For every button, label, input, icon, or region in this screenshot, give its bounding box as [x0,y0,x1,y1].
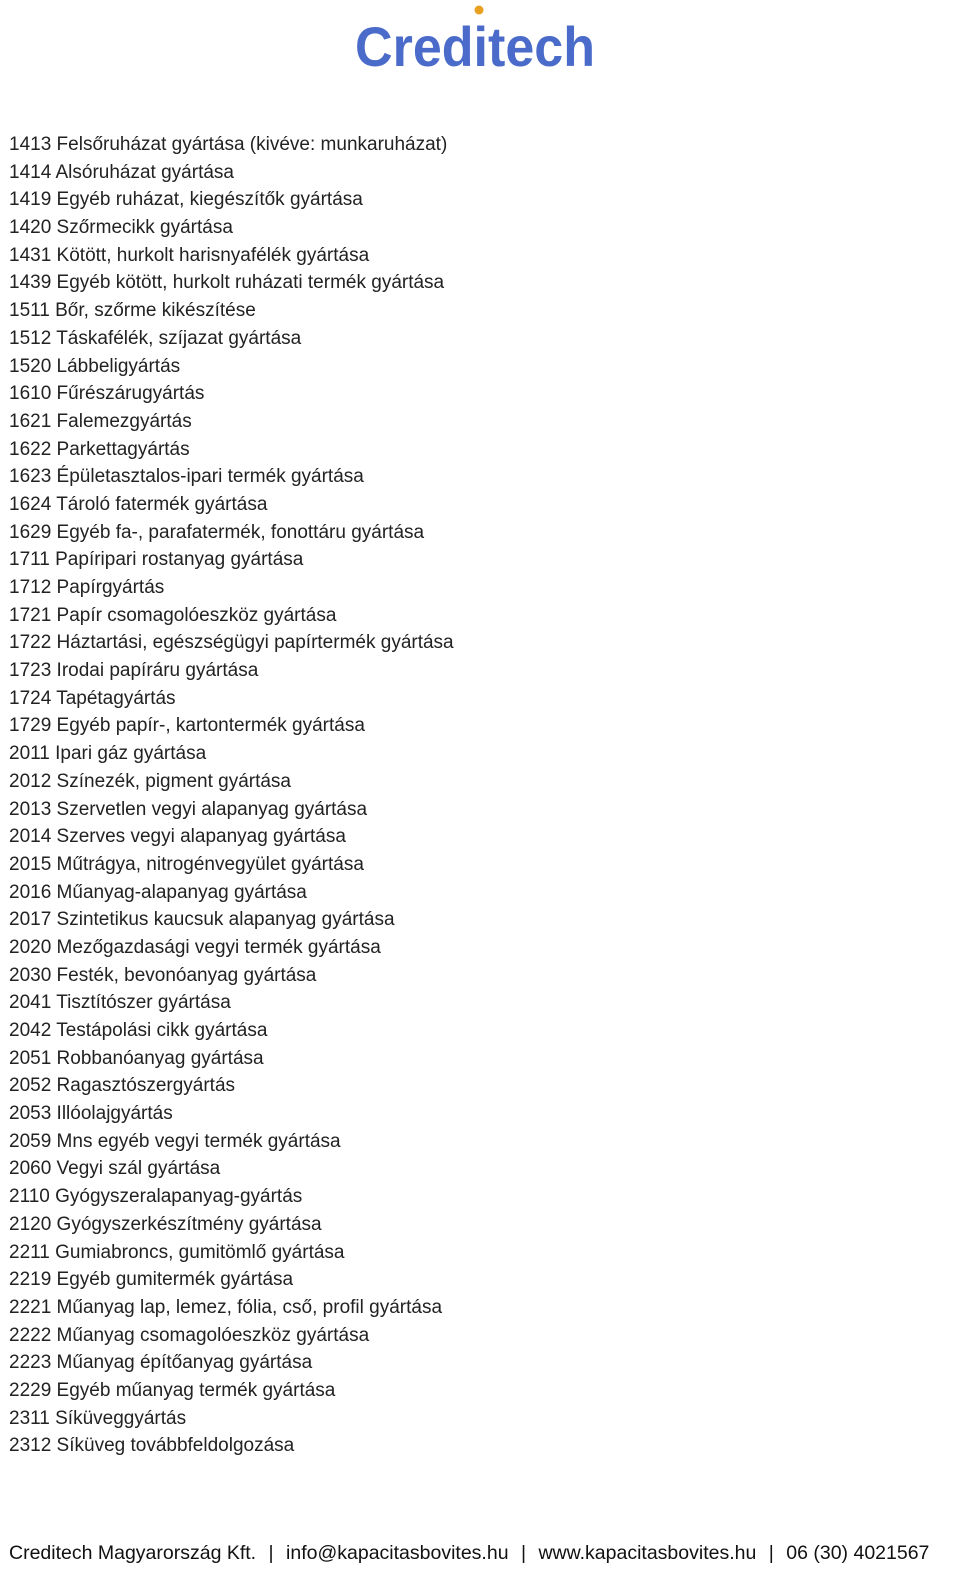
list-item: 2229 Egyéb műanyag termék gyártása [9,1379,336,1401]
list-item: 2222 Műanyag csomagolóeszköz gyártása [9,1324,370,1346]
list-item: 1711 Papíripari rostanyag gyártása [9,549,304,571]
list-item: 1623 Épületasztalos-ipari termék gyártása [9,466,364,488]
list-item: 2211 Gumiabroncs, gumitömlő gyártása [9,1241,345,1263]
list-item: 1622 Parkettagyártás [9,438,190,460]
footer-company: Creditech Magyarország Kft. [9,1542,257,1564]
list-item: 1419 Egyéb ruházat, kiegészítők gyártása [9,189,363,211]
list-item: 1414 Alsóruházat gyártása [9,161,234,183]
list-item: 2219 Egyéb gumitermék gyártása [9,1269,294,1291]
list-item: 2221 Műanyag lap, lemez, fólia, cső, profil gyártása [9,1296,443,1318]
list-item: 1723 Irodai papíráru gyártása [9,660,259,682]
list-item: 1621 Falemezgyártás [9,410,192,432]
footer-phone: 06 (30) 4021567 [786,1542,930,1564]
list-item: 1729 Egyéb papír-, kartontermék gyártása [9,715,365,737]
list-item: 2015 Műtrágya, nitrogénvegyület gyártása [9,853,364,875]
list-item: 2053 Illóolajgyártás [9,1103,173,1125]
activity-list [9,131,454,1460]
list-item: 2030 Festék, bevonóanyag gyártása [9,964,317,986]
list-item: 1413 Felsőruházat gyártása (kivéve: munkaruházat) [9,134,448,155]
footer-separator: | [268,1542,274,1564]
list-item: 2060 Vegyi szál gyártása [9,1158,221,1180]
list-item: 1420 Szőrmecikk gyártása [9,217,233,239]
footer [9,1538,929,1568]
footer-separator: | [768,1542,774,1564]
list-item: 2014 Szerves vegyi alapanyag gyártása [9,826,346,848]
list-item: 1712 Papírgyártás [9,577,165,598]
list-item: 2011 Ipari gáz gyártása [9,743,207,765]
list-item: 1520 Lábbeligyártás [9,355,181,377]
footer-email-link[interactable]: info@kapacitasbovites.hu [286,1542,509,1564]
list-item: 1511 Bőr, szőrme kikészítése [9,300,256,322]
list-item: 2020 Mezőgazdasági vegyi termék gyártása [9,936,381,958]
logo-wordmark: Creditech [355,15,595,70]
list-item: 2013 Szervetlen vegyi alapanyag gyártása [9,798,368,820]
footer-website-link[interactable]: www.kapacitasbovites.hu [538,1542,757,1564]
list-item: 2312 Síküveg továbbfeldolgozása [9,1435,295,1457]
creditech-logo [355,4,600,70]
list-item: 2311 Síküveggyártás [9,1407,187,1429]
list-item: 1610 Fűrészárugyártás [9,383,205,405]
list-item: 1722 Háztartási, egészségügyi papírtermék gyártása [9,632,454,654]
list-item: 2059 Mns egyéb vegyi termék gyártása [9,1130,341,1152]
logo-accent-dot [475,6,484,15]
list-item: 1512 Táskafélék, szíjazat gyártása [9,327,302,349]
footer-separator: | [520,1542,527,1564]
list-item: 2110 Gyógyszeralapanyag-gyártás [9,1186,303,1208]
list-item: 2016 Műanyag-alapanyag gyártása [9,881,307,903]
list-item: 2120 Gyógyszerkészítmény gyártása [9,1213,322,1235]
list-item: 1431 Kötött, hurkolt harisnyafélék gyártása [9,244,370,266]
list-item: 2051 Robbanóanyag gyártása [9,1047,264,1069]
list-item: 1439 Egyéb kötött, hurkolt ruházati termék gyártása [9,272,445,294]
list-item: 1624 Tároló fatermék gyártása [9,493,268,515]
list-item: 1721 Papír csomagolóeszköz gyártása [9,604,337,626]
list-item: 2041 Tisztítószer gyártása [9,992,231,1014]
list-item: 1629 Egyéb fa-, parafatermék, fonottáru gyártása [9,521,425,543]
list-item: 2012 Színezék, pigment gyártása [9,770,292,792]
list-item: 2017 Szintetikus kaucsuk alapanyag gyártása [9,909,395,931]
list-item: 1724 Tapétagyártás [9,687,176,709]
list-item: 2223 Műanyag építőanyag gyártása [9,1352,313,1374]
list-item: 2052 Ragasztószergyártás [9,1075,236,1097]
list-item: 2042 Testápolási cikk gyártása [9,1020,268,1041]
